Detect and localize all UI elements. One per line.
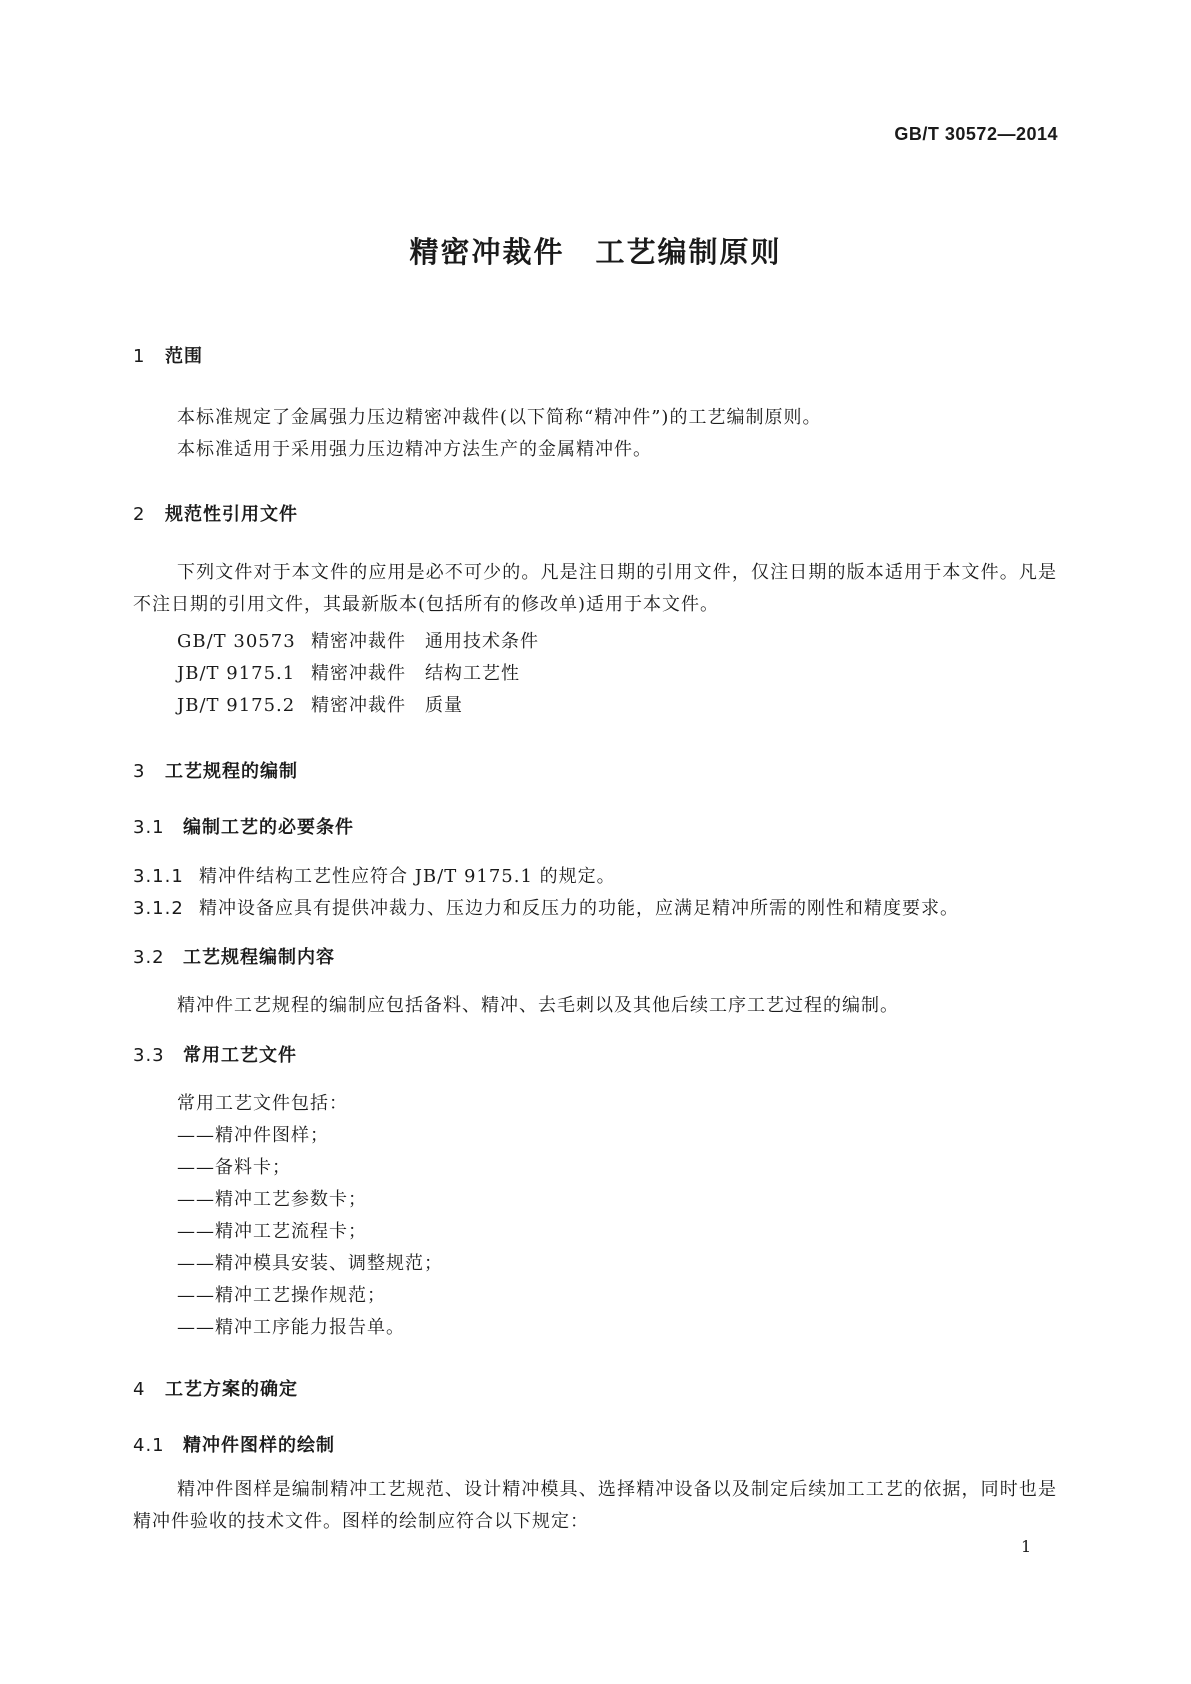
list-item: ——精冲模具安装、调整规范； bbox=[177, 1253, 443, 1274]
section-number: 3.2 bbox=[133, 947, 165, 968]
paragraph: 本标准适用于采用强力压边精冲方法生产的金属精冲件。 bbox=[177, 439, 652, 460]
section-4-heading bbox=[133, 1375, 298, 1401]
list-item: ——精冲工序能力报告单。 bbox=[177, 1317, 405, 1338]
paragraph: 下列文件对于本文件的应用是必不可少的。凡是注日期的引用文件，仅注日期的版本适用于本文件。凡是不注日期的引用文件，其最新版本(包括所有的修改单)适用于本文件。 bbox=[133, 562, 1057, 615]
list-item: ——精冲工艺参数卡； bbox=[177, 1189, 367, 1210]
section-3-heading bbox=[133, 757, 298, 783]
standard-number: GB/T 30572—2014 bbox=[894, 124, 1058, 144]
section-title: 工艺规程编制内容 bbox=[183, 947, 335, 968]
reference-item bbox=[177, 627, 539, 653]
clause-text: 精冲设备应具有提供冲裁力、压边力和反压力的功能，应满足精冲所需的刚性和精度要求。 bbox=[199, 898, 959, 919]
section-number: 3.1 bbox=[133, 817, 165, 838]
reference-code: JB/T 9175.2 bbox=[177, 695, 296, 716]
section-title: 范围 bbox=[165, 346, 203, 367]
reference-title: 精密冲裁件 结构工艺性 bbox=[311, 663, 520, 684]
reference-title: 精密冲裁件 通用技术条件 bbox=[311, 631, 539, 652]
paragraph: 精冲件图样是编制精冲工艺规范、设计精冲模具、选择精冲设备以及制定后续加工工艺的依据，同时也是精冲件验收的技术文件。图样的绘制应符合以下规定： bbox=[133, 1479, 1057, 1532]
paragraph: 精冲件工艺规程的编制应包括备料、精冲、去毛刺以及其他后续工序工艺过程的编制。 bbox=[177, 995, 899, 1016]
clause-number: 3.1.2 bbox=[133, 898, 184, 919]
clause-number: 3.1.1 bbox=[133, 866, 184, 887]
section-title: 编制工艺的必要条件 bbox=[183, 817, 354, 838]
page-number: 1 bbox=[1021, 1537, 1032, 1556]
section-number: 1 bbox=[133, 346, 146, 367]
list-item: ——精冲工艺流程卡； bbox=[177, 1221, 367, 1242]
subsection-3-2-heading bbox=[133, 943, 335, 969]
list-intro: 常用工艺文件包括： bbox=[177, 1093, 348, 1114]
section-number: 4 bbox=[133, 1379, 146, 1400]
reference-item bbox=[177, 691, 463, 717]
subsection-4-1-heading bbox=[133, 1431, 335, 1457]
section-1-heading bbox=[133, 342, 203, 368]
section-2-heading bbox=[133, 500, 298, 526]
section-number: 2 bbox=[133, 504, 146, 525]
clause-text: 精冲件结构工艺性应符合 JB/T 9175.1 的规定。 bbox=[199, 866, 616, 887]
list-item: ——备料卡； bbox=[177, 1157, 291, 1178]
reference-code: JB/T 9175.1 bbox=[177, 663, 296, 684]
section-title: 工艺规程的编制 bbox=[165, 761, 298, 782]
subsection-3-1-heading bbox=[133, 813, 354, 839]
clause-3-1-1 bbox=[133, 862, 616, 888]
clause-3-1-2 bbox=[133, 894, 959, 920]
section-title: 规范性引用文件 bbox=[165, 504, 298, 525]
section-title: 精冲件图样的绘制 bbox=[183, 1435, 335, 1456]
list-item: ——精冲工艺操作规范； bbox=[177, 1285, 386, 1306]
reference-item bbox=[177, 659, 520, 685]
document-title: 精密冲裁件 工艺编制原则 bbox=[409, 235, 782, 269]
section-number: 3 bbox=[133, 761, 146, 782]
reference-title: 精密冲裁件 质量 bbox=[311, 695, 463, 716]
subsection-3-3-heading bbox=[133, 1041, 297, 1067]
section-title: 常用工艺文件 bbox=[183, 1045, 297, 1066]
list-item: ——精冲件图样； bbox=[177, 1125, 329, 1146]
section-title: 工艺方案的确定 bbox=[165, 1379, 298, 1400]
paragraph: 本标准规定了金属强力压边精密冲裁件(以下简称“精冲件”)的工艺编制原则。 bbox=[177, 407, 822, 428]
section-number: 4.1 bbox=[133, 1435, 165, 1456]
reference-code: GB/T 30573 bbox=[177, 631, 296, 652]
section-number: 3.3 bbox=[133, 1045, 165, 1066]
